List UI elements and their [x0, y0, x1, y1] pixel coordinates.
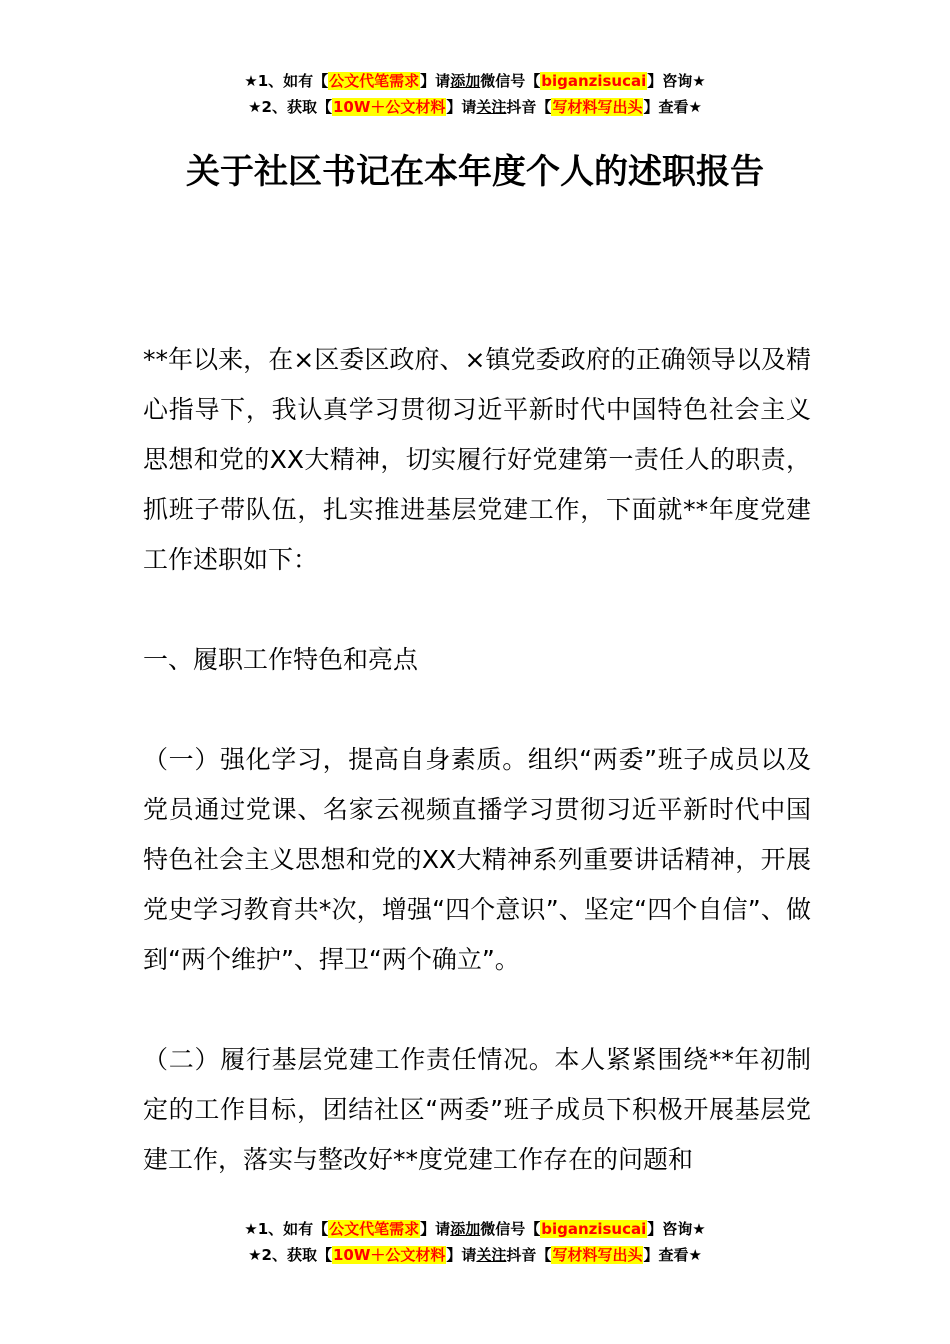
- banner-highlight: 写材料写出头: [552, 1246, 643, 1264]
- document-body: [143, 335, 811, 1185]
- banner-highlight: 公文代笔需求: [329, 72, 420, 90]
- paragraph-study: （一）强化学习，提高自身素质。组织“两委”班子成员以及党员通过党课、名家云视频直播学习贯彻习近平新时代中国特色社会主义思想和党的XX大精神系列重要讲话精神，开展党史学习教育共*次，增强“四个意识”、坚定“四个自信”、做到“两个维护”、捍卫“两个确立”。: [143, 745, 811, 974]
- paragraph-responsibility: （二）履行基层党建工作责任情况。本人紧紧围绕**年初制定的工作目标，团结社区“两委”班子成员下积极开展基层党建工作，落实与整改好**度党建工作存在的问题和: [143, 1045, 811, 1174]
- banner-underlined-text: 添加: [450, 1220, 481, 1238]
- banner-text: 】查看★: [643, 98, 702, 116]
- banner-highlight: 公文代笔需求: [329, 1220, 420, 1238]
- banner-line-2: [0, 94, 950, 120]
- banner-text: 微信号【: [480, 72, 541, 90]
- banner-text: 】请: [446, 98, 477, 116]
- document-title: 关于社区书记在本年度个人的述职报告: [186, 152, 764, 192]
- banner-text: 】咨询★: [647, 72, 706, 90]
- banner-text: 】请: [420, 72, 451, 90]
- banner-underlined-text: 关注: [476, 98, 507, 116]
- banner-text: 】咨询★: [647, 1220, 706, 1238]
- banner-line-1: [0, 1216, 950, 1242]
- banner-text: 】请: [446, 1246, 477, 1264]
- banner-underlined-text: 关注: [476, 1246, 507, 1264]
- banner-highlight: 10W＋公文材料: [332, 1246, 446, 1264]
- banner-highlight: biganzisucai: [541, 72, 647, 90]
- banner-text: 】查看★: [643, 1246, 702, 1264]
- banner-highlight: 10W＋公文材料: [332, 98, 446, 116]
- paragraph-intro: **年以来，在×区委区政府、×镇党委政府的正确领导以及精心指导下，我认真学习贯彻习近平新时代中国特色社会主义思想和党的XX大精神，切实履行好党建第一责任人的职责，抓班子带队伍，扎实推进基层党建工作，下面就**年度党建工作述职如下：: [143, 345, 811, 574]
- section-heading: 一、履职工作特色和亮点: [143, 645, 419, 674]
- banner-text: 抖音【: [506, 1246, 552, 1264]
- banner-text: 抖音【: [506, 98, 552, 116]
- banner-text: ★2、获取【: [248, 1246, 332, 1264]
- banner-text: ★1、如有【: [244, 72, 329, 90]
- banner-line-2: [0, 1242, 950, 1268]
- banner-text: 微信号【: [480, 1220, 541, 1238]
- banner-line-1: [0, 68, 950, 94]
- top-banner: [0, 68, 950, 120]
- bottom-banner: [0, 1216, 950, 1268]
- banner-underlined-text: 添加: [450, 72, 481, 90]
- banner-highlight: biganzisucai: [541, 1220, 647, 1238]
- banner-highlight: 写材料写出头: [552, 98, 643, 116]
- banner-text: ★1、如有【: [244, 1220, 329, 1238]
- banner-text: 】请: [420, 1220, 451, 1238]
- banner-text: ★2、获取【: [248, 98, 332, 116]
